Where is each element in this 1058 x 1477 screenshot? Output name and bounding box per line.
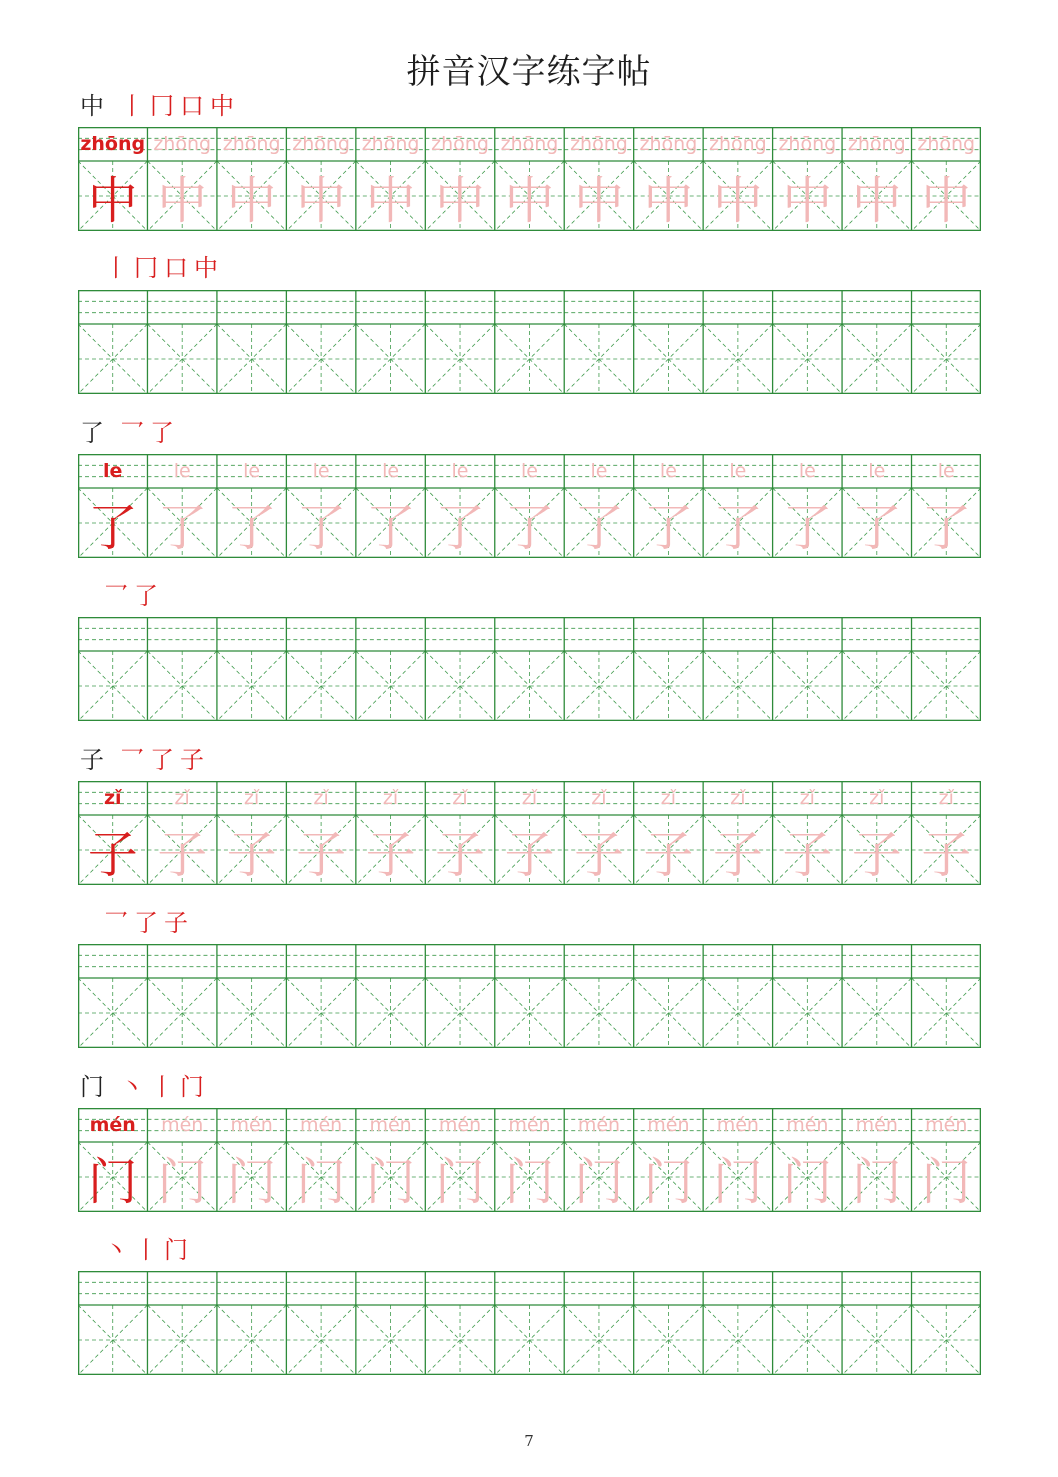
practice-cell[interactable] [842, 955, 911, 1048]
practice-cell[interactable] [773, 1282, 842, 1375]
practice-cell[interactable] [356, 301, 425, 394]
tracing-cell [147, 787, 216, 885]
tracing-cell [564, 787, 633, 885]
tracing-cell [634, 787, 703, 885]
practice-cell[interactable] [147, 955, 216, 1048]
trace-pinyin: zhōng [847, 133, 906, 155]
trace-character[interactable]: 中 [365, 172, 416, 230]
practice-cell[interactable] [634, 955, 703, 1048]
practice-cell[interactable] [217, 1282, 286, 1375]
tracing-cell [495, 460, 564, 558]
trace-character[interactable]: 了 [712, 499, 763, 557]
trace-character[interactable]: 了 [643, 499, 694, 557]
practice-cell[interactable] [564, 301, 633, 394]
trace-character[interactable]: 中 [712, 172, 763, 230]
practice-cell[interactable] [217, 301, 286, 394]
trace-character[interactable]: 了 [921, 499, 972, 557]
trace-pinyin: le [173, 460, 191, 482]
trace-character[interactable]: 门 [435, 1153, 486, 1211]
practice-cell[interactable] [912, 1282, 981, 1375]
practice-grid-svg [78, 1271, 981, 1375]
practice-cell[interactable] [912, 955, 981, 1048]
practice-cell[interactable] [356, 955, 425, 1048]
trace-character[interactable]: 中 [643, 172, 694, 230]
trace-pinyin: mén [716, 1114, 759, 1136]
trace-pinyin: le [451, 460, 469, 482]
trace-pinyin: zǐ [244, 787, 260, 809]
trace-pinyin: le [937, 460, 955, 482]
trace-character[interactable]: 了 [435, 499, 486, 557]
tracing-grid [78, 127, 981, 231]
tracing-cell [495, 133, 564, 231]
tracing-cell [912, 133, 981, 231]
trace-character[interactable]: 子 [504, 826, 555, 884]
model-pinyin: mén [89, 1114, 136, 1136]
trace-pinyin: zǐ [869, 787, 885, 809]
trace-pinyin: zhōng [500, 133, 559, 155]
trace-pinyin: zǐ [313, 787, 329, 809]
tracing-cell [564, 1114, 633, 1212]
trace-character[interactable]: 子 [712, 826, 763, 884]
tracing-cell [842, 787, 911, 885]
trace-pinyin: zǐ [521, 787, 538, 809]
tracing-cell [147, 460, 216, 558]
trace-character[interactable]: 子 [157, 826, 208, 884]
trace-pinyin: le [590, 460, 608, 482]
trace-character[interactable]: 了 [782, 499, 833, 557]
tracing-cell [634, 133, 703, 231]
tracing-cell [217, 133, 286, 231]
tracing-cell [564, 133, 633, 231]
trace-character[interactable]: 了 [504, 499, 555, 557]
trace-character[interactable]: 了 [573, 499, 624, 557]
trace-pinyin: mén [161, 1114, 204, 1136]
tracing-cell [217, 460, 286, 558]
trace-character[interactable]: 门 [504, 1153, 555, 1211]
tracing-cell [356, 1114, 425, 1212]
trace-pinyin: zhōng [431, 133, 489, 155]
tracing-cell [842, 1114, 911, 1212]
practice-grid-svg [78, 944, 981, 1048]
tracing-cell [842, 133, 911, 231]
practice-grid-svg [78, 290, 981, 394]
model-character: 门 [87, 1153, 138, 1211]
stroke-step: 乛 [120, 746, 144, 774]
trace-pinyin: zhōng [639, 133, 698, 155]
stroke-order-guide [80, 1071, 210, 1103]
stroke-step: 丶 [120, 1073, 144, 1101]
tracing-cell [147, 1114, 216, 1212]
trace-character[interactable]: 门 [226, 1153, 277, 1211]
stroke-step: 了 [134, 582, 158, 610]
stroke-step: 丨 [120, 92, 144, 120]
practice-cell[interactable] [286, 1282, 355, 1375]
trace-character[interactable]: 子 [573, 826, 624, 884]
stroke-step: 了 [150, 419, 174, 447]
trace-pinyin: zhōng [570, 133, 628, 155]
trace-pinyin: mén [577, 1114, 621, 1136]
tracing-cell [703, 787, 772, 885]
trace-character[interactable]: 了 [365, 499, 416, 557]
trace-pinyin: mén [508, 1114, 551, 1136]
practice-cell[interactable] [286, 955, 355, 1048]
practice-cell[interactable] [564, 955, 633, 1048]
tracing-cell [703, 460, 772, 558]
trace-pinyin: le [243, 460, 261, 482]
trace-pinyin: zhōng [778, 133, 837, 155]
tracing-cell [495, 1114, 564, 1212]
blank-practice-grid[interactable] [78, 1271, 981, 1375]
tracing-cell [773, 1114, 842, 1212]
page-number: 7 [524, 1432, 534, 1450]
tracing-cell [912, 460, 981, 558]
model-pinyin: le [103, 460, 123, 482]
tracing-cell [912, 787, 981, 885]
trace-character[interactable]: 中 [573, 172, 624, 230]
trace-pinyin: le [312, 460, 330, 482]
stroke-step: 乛 [104, 909, 128, 937]
guide-character: 门 [80, 1073, 104, 1101]
practice-stroke-guide [104, 907, 194, 939]
trace-character[interactable]: 门 [712, 1153, 763, 1211]
stroke-step: 丨 [104, 254, 128, 282]
practice-cell[interactable] [425, 301, 494, 394]
trace-character[interactable]: 了 [157, 499, 208, 557]
trace-character[interactable]: 子 [921, 826, 972, 884]
practice-cell[interactable] [78, 301, 147, 394]
practice-stroke-guide [104, 252, 224, 284]
tracing-cell [425, 1114, 494, 1212]
practice-cell[interactable] [217, 628, 286, 721]
trace-character[interactable]: 门 [643, 1153, 694, 1211]
tracing-grid [78, 1108, 981, 1212]
guide-character: 中 [80, 92, 104, 120]
tracing-cell [286, 460, 355, 558]
trace-pinyin: mén [299, 1114, 343, 1136]
practice-cell[interactable] [356, 1282, 425, 1375]
trace-pinyin: mén [925, 1114, 968, 1136]
trace-character[interactable]: 中 [296, 172, 347, 230]
tracing-cell [703, 133, 772, 231]
practice-cell[interactable] [912, 628, 981, 721]
trace-character[interactable]: 子 [851, 826, 902, 884]
practice-cell[interactable] [773, 301, 842, 394]
trace-character[interactable]: 中 [851, 172, 902, 230]
trace-pinyin: zǐ [382, 787, 399, 809]
tracing-cell [286, 133, 355, 231]
practice-cell[interactable] [495, 955, 564, 1048]
practice-cell[interactable] [286, 628, 355, 721]
practice-cell[interactable] [773, 628, 842, 721]
practice-cell[interactable] [78, 955, 147, 1048]
stroke-step: 丶 [104, 1236, 128, 1264]
trace-pinyin: zhōng [292, 133, 350, 155]
tracing-cell [564, 460, 633, 558]
tracing-cell [703, 1114, 772, 1212]
stroke-step: 乛 [120, 419, 144, 447]
practice-stroke-guide [104, 1234, 194, 1266]
tracing-cell [842, 460, 911, 558]
trace-character[interactable]: 中 [435, 172, 486, 230]
tracing-grid [78, 781, 981, 885]
trace-character[interactable]: 子 [296, 826, 347, 884]
practice-cell[interactable] [425, 955, 494, 1048]
practice-cell[interactable] [842, 301, 911, 394]
stroke-step: 口 [180, 92, 204, 120]
trace-pinyin: mén [647, 1114, 690, 1136]
tracing-cell [78, 133, 147, 231]
practice-cell[interactable] [703, 301, 772, 394]
trace-pinyin: le [659, 460, 677, 482]
stroke-step: 丨 [134, 1236, 158, 1264]
practice-cell[interactable] [703, 628, 772, 721]
trace-character[interactable]: 中 [782, 172, 833, 230]
practice-cell[interactable] [147, 628, 216, 721]
practice-cell[interactable] [495, 628, 564, 721]
model-pinyin: zǐ [103, 787, 122, 809]
stroke-step: 门 [180, 1073, 204, 1101]
trace-pinyin: le [729, 460, 747, 482]
tracing-cell [912, 1114, 981, 1212]
stroke-step: 了 [134, 909, 158, 937]
tracing-grid-svg [78, 1108, 981, 1212]
practice-cell[interactable] [634, 628, 703, 721]
stroke-step: 冂 [150, 92, 174, 120]
stroke-order-guide [80, 417, 180, 449]
stroke-step: 冂 [134, 254, 158, 282]
practice-cell[interactable] [842, 628, 911, 721]
stroke-step: 中 [194, 254, 218, 282]
trace-pinyin: zǐ [660, 787, 677, 809]
trace-pinyin: zǐ [174, 787, 190, 809]
tracing-cell [356, 133, 425, 231]
practice-cell[interactable] [773, 955, 842, 1048]
tracing-cell [773, 787, 842, 885]
practice-grid-svg [78, 617, 981, 721]
practice-cell[interactable] [425, 1282, 494, 1375]
tracing-grid-svg [78, 781, 981, 885]
trace-character[interactable]: 中 [157, 172, 208, 230]
tracing-cell [634, 460, 703, 558]
practice-cell[interactable] [356, 628, 425, 721]
stroke-step: 丨 [150, 1073, 174, 1101]
guide-character: 了 [80, 419, 104, 447]
trace-character[interactable]: 子 [782, 826, 833, 884]
tracing-cell [78, 1114, 147, 1212]
blank-practice-grid[interactable] [78, 617, 981, 721]
practice-cell[interactable] [842, 1282, 911, 1375]
tracing-grid [78, 454, 981, 558]
tracing-cell [217, 1114, 286, 1212]
trace-pinyin: zhōng [708, 133, 767, 155]
practice-cell[interactable] [634, 1282, 703, 1375]
tracing-grid-svg [78, 454, 981, 558]
trace-pinyin: zǐ [938, 787, 954, 809]
model-character: 中 [87, 172, 138, 230]
tracing-cell [425, 133, 494, 231]
blank-practice-grid[interactable] [78, 944, 981, 1048]
practice-cell[interactable] [147, 1282, 216, 1375]
trace-character[interactable]: 门 [851, 1153, 902, 1211]
trace-pinyin: zǐ [730, 787, 746, 809]
trace-pinyin: mén [369, 1114, 412, 1136]
blank-practice-grid[interactable] [78, 290, 981, 394]
tracing-cell [147, 133, 216, 231]
stroke-step: 中 [210, 92, 234, 120]
stroke-step: 口 [164, 254, 188, 282]
trace-pinyin: le [798, 460, 816, 482]
stroke-step: 门 [164, 1236, 188, 1264]
trace-pinyin: mén [438, 1114, 482, 1136]
trace-character[interactable]: 中 [504, 172, 555, 230]
stroke-step: 乛 [104, 582, 128, 610]
tracing-cell [78, 460, 147, 558]
practice-cell[interactable] [912, 301, 981, 394]
tracing-cell [495, 787, 564, 885]
guide-character: 子 [80, 746, 104, 774]
trace-pinyin: zǐ [591, 787, 607, 809]
trace-pinyin: le [868, 460, 886, 482]
tracing-cell [634, 1114, 703, 1212]
practice-cell[interactable] [286, 301, 355, 394]
tracing-cell [217, 787, 286, 885]
trace-character[interactable]: 中 [226, 172, 277, 230]
trace-pinyin: zhōng [153, 133, 212, 155]
tracing-cell [286, 787, 355, 885]
trace-character[interactable]: 门 [921, 1153, 972, 1211]
practice-cell[interactable] [703, 1282, 772, 1375]
trace-pinyin: le [382, 460, 400, 482]
stroke-step: 子 [180, 746, 204, 774]
trace-character[interactable]: 门 [157, 1153, 208, 1211]
page-title: 拼音汉字练字帖 [406, 52, 652, 92]
tracing-cell [286, 1114, 355, 1212]
trace-pinyin: mén [855, 1114, 898, 1136]
practice-cell[interactable] [495, 301, 564, 394]
practice-cell[interactable] [495, 1282, 564, 1375]
trace-pinyin: le [521, 460, 538, 482]
stroke-order-guide [80, 90, 240, 122]
trace-pinyin: zǐ [799, 787, 815, 809]
tracing-cell [425, 787, 494, 885]
trace-pinyin: zǐ [452, 787, 468, 809]
practice-cell[interactable] [147, 301, 216, 394]
practice-cell[interactable] [634, 301, 703, 394]
practice-stroke-guide [104, 580, 164, 612]
trace-character[interactable]: 子 [226, 826, 277, 884]
trace-pinyin: mén [230, 1114, 273, 1136]
model-character: 了 [87, 499, 138, 557]
tracing-cell [356, 787, 425, 885]
trace-character[interactable]: 门 [573, 1153, 624, 1211]
tracing-cell [78, 787, 147, 885]
trace-pinyin: zhōng [222, 133, 281, 155]
tracing-cell [773, 460, 842, 558]
stroke-step: 了 [150, 746, 174, 774]
trace-character[interactable]: 门 [365, 1153, 416, 1211]
trace-character[interactable]: 门 [782, 1153, 833, 1211]
tracing-grid-svg [78, 127, 981, 231]
practice-cell[interactable] [78, 628, 147, 721]
trace-pinyin: zhōng [361, 133, 420, 155]
practice-cell[interactable] [217, 955, 286, 1048]
trace-character[interactable]: 中 [921, 172, 972, 230]
practice-cell[interactable] [78, 1282, 147, 1375]
tracing-cell [425, 460, 494, 558]
tracing-cell [356, 460, 425, 558]
trace-character[interactable]: 子 [643, 826, 694, 884]
practice-cell[interactable] [425, 628, 494, 721]
stroke-order-guide [80, 744, 210, 776]
practice-cell[interactable] [703, 955, 772, 1048]
stroke-step: 子 [164, 909, 188, 937]
tracing-cell [773, 133, 842, 231]
trace-pinyin: zhōng [917, 133, 976, 155]
trace-pinyin: mén [786, 1114, 829, 1136]
practice-cell[interactable] [564, 628, 633, 721]
model-pinyin: zhōng [80, 133, 146, 155]
trace-character[interactable]: 子 [365, 826, 416, 884]
trace-character[interactable]: 门 [296, 1153, 347, 1211]
trace-character[interactable]: 了 [851, 499, 902, 557]
trace-character[interactable]: 了 [226, 499, 277, 557]
trace-character[interactable]: 子 [435, 826, 486, 884]
practice-cell[interactable] [564, 1282, 633, 1375]
trace-character[interactable]: 了 [296, 499, 347, 557]
model-character: 子 [87, 826, 138, 884]
